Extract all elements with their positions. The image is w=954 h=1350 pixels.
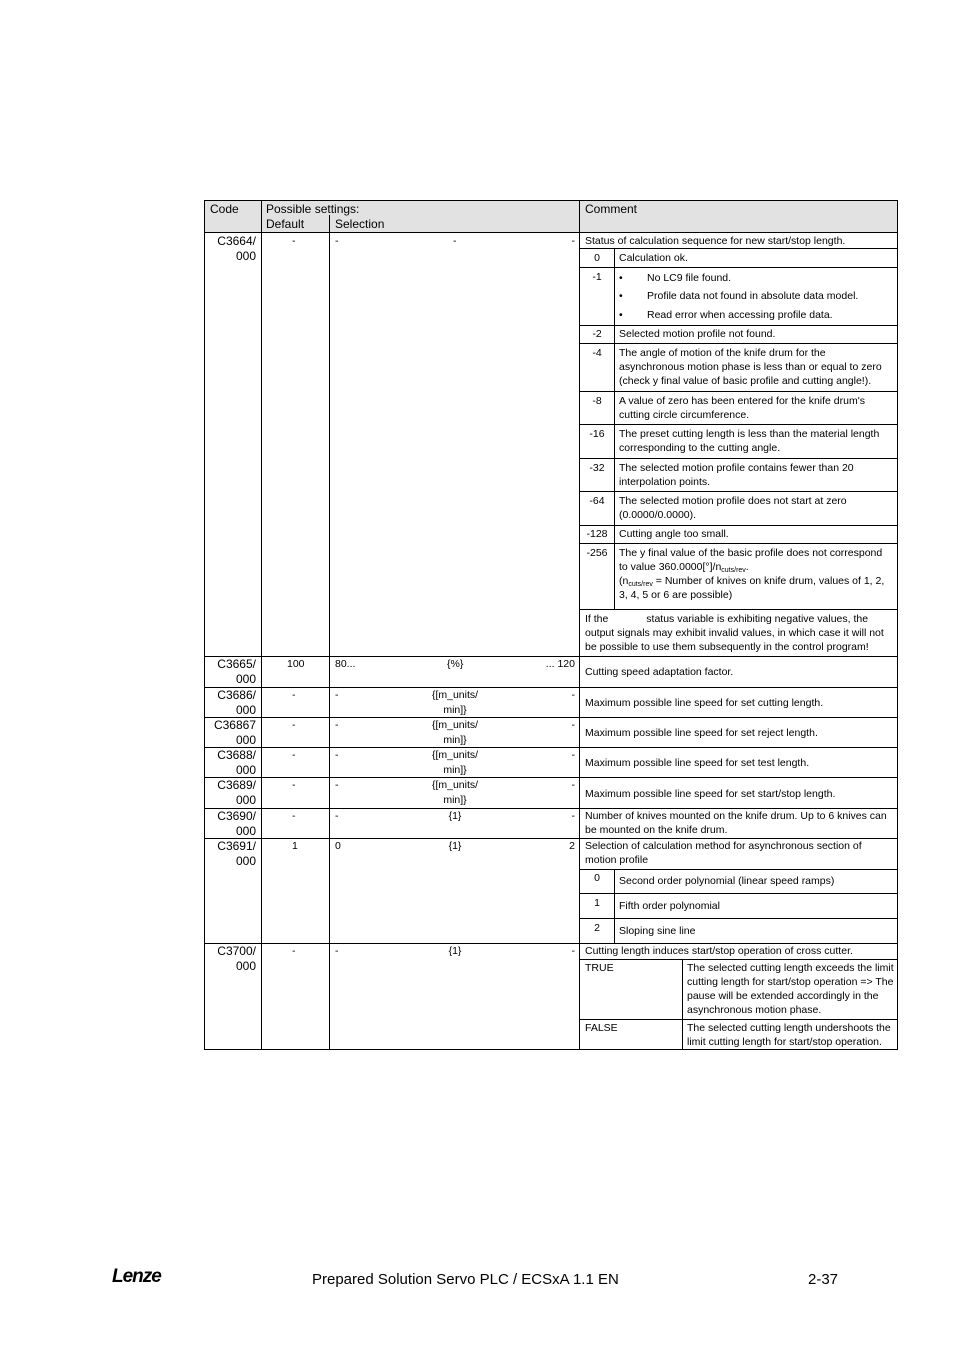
status-code-text: A value of zero has been entered for the knife drum's cutting circle circumference. xyxy=(619,395,865,421)
status-code-text: The preset cutting length is less than the material length corresponding to the cutting angle. xyxy=(619,428,880,454)
divider xyxy=(205,232,897,233)
comment-c3700: Cutting length induces start/stop operation of cross cutter. xyxy=(585,945,853,957)
divider xyxy=(579,525,897,526)
divider xyxy=(579,491,897,492)
divider xyxy=(579,543,897,544)
comment-c3664: Status of calculation sequence for new start/stop length. xyxy=(585,235,846,247)
code-c3688-sub: 000 xyxy=(235,763,256,777)
sel-unit-c3690: {1} xyxy=(448,810,462,822)
default-c3687: - xyxy=(292,719,296,731)
sel-min-c3665: 80... xyxy=(335,658,356,670)
bool-value-true: TRUE xyxy=(585,962,614,974)
default-c3686: - xyxy=(292,689,296,701)
method-text: Sloping sine line xyxy=(619,925,696,937)
list-item: • No LC9 file found. xyxy=(619,272,732,284)
sel-max-c3688: - xyxy=(571,749,575,761)
sel-min-c3686: - xyxy=(335,689,339,701)
divider xyxy=(579,391,897,392)
status-code-text: Calculation ok. xyxy=(619,252,688,264)
sel-unit-c3688-2: min]} xyxy=(443,764,467,776)
divider xyxy=(614,869,615,943)
method-value: 1 xyxy=(594,897,600,909)
divider xyxy=(579,609,897,610)
code-c3700-sub: 000 xyxy=(235,959,256,973)
sel-min-c3700: - xyxy=(335,945,339,957)
lenze-logo: Lenze xyxy=(112,1266,161,1287)
code-c3664: C3664/ xyxy=(217,234,256,248)
sel-max-c3700: - xyxy=(571,945,575,957)
method-value: 0 xyxy=(594,872,600,884)
sel-min-c3664: - xyxy=(335,235,339,247)
bool-text-false: The selected cutting length undershoots the limit cutting length for start/stop operation. xyxy=(687,1022,891,1048)
divider xyxy=(579,343,897,344)
sel-unit-c3700: {1} xyxy=(448,945,462,957)
status-code-text: Selected motion profile not found. xyxy=(619,328,776,340)
code-c3665-sub: 000 xyxy=(235,672,256,686)
comment-c3689: Maximum possible line speed for set start/stop length. xyxy=(585,788,836,800)
default-c3688: - xyxy=(292,749,296,761)
code-c3691: C3691/ xyxy=(217,839,256,853)
sel-max-c3664: - xyxy=(571,235,575,247)
comment-c3665: Cutting speed adaptation factor. xyxy=(585,666,734,678)
code-c3690-sub: 000 xyxy=(235,824,256,838)
divider xyxy=(579,248,897,249)
divider xyxy=(579,458,897,459)
sel-max-c3687: - xyxy=(571,719,575,731)
sel-min-c3689: - xyxy=(335,779,339,791)
sel-min-c3687: - xyxy=(335,719,339,731)
warning-note: If the status variable is exhibiting negative values, the output signals may exhibit invalid values, in which case it will not be possible to use them subsequently in the control program! xyxy=(585,613,887,653)
status-code-value: -1 xyxy=(592,271,602,283)
status-code-value: -2 xyxy=(592,328,602,340)
sel-max-c3665: ... 120 xyxy=(545,658,575,670)
code-c3665: C3665/ xyxy=(217,657,256,671)
header-default: Default xyxy=(266,217,305,231)
sel-max-c3690: - xyxy=(571,810,575,822)
sel-max-c3691: 2 xyxy=(569,840,575,852)
method-text: Second order polynomial (linear speed ramps) xyxy=(619,875,835,887)
code-c3686-sub: 000 xyxy=(235,703,256,717)
header-selection: Selection xyxy=(335,217,385,231)
sel-max-c3686: - xyxy=(571,689,575,701)
code-c3664-sub: 000 xyxy=(235,249,256,263)
parameter-table xyxy=(204,200,898,1050)
status-code-text: Cutting angle too small. xyxy=(619,528,729,540)
code-c3689-sub: 000 xyxy=(235,793,256,807)
bool-value-false: FALSE xyxy=(585,1022,618,1034)
header-comment: Comment xyxy=(585,202,638,216)
default-c3690: - xyxy=(292,810,296,822)
divider xyxy=(329,215,330,1049)
divider xyxy=(614,248,615,609)
comment-c3687: Maximum possible line speed for set reject length. xyxy=(585,727,818,739)
sel-unit-c3687: {[m_units/ xyxy=(431,719,479,731)
divider xyxy=(579,1019,897,1020)
code-c3691-sub: 000 xyxy=(235,854,256,868)
sel-max-c3689: - xyxy=(571,779,575,791)
status-code-text: The y final value of the basic profile does not correspond to value $360.0000[^\circ]/n_{cuts/rev}$. ($n_{cuts/rev}$ = Number of knives on knife drum, values of 1, 2, 3, 4, 5 or 6 are possible) xyxy=(619,547,885,601)
divider xyxy=(579,893,897,894)
sel-unit-c3687-2: min]} xyxy=(443,734,467,746)
divider xyxy=(579,267,897,268)
status-code-value: -256 xyxy=(586,547,608,559)
sel-unit-c3691: {1} xyxy=(448,840,462,852)
status-code-value: -8 xyxy=(592,395,602,407)
code-c3686: C3686/ xyxy=(217,688,256,702)
comment-c3690: Number of knives mounted on the knife drum. Up to 6 knives can be mounted on the knife drum. xyxy=(585,810,887,836)
divider xyxy=(579,424,897,425)
divider xyxy=(579,869,897,870)
status-code-text: The selected motion profile does not start at zero (0.0000/0.0000). xyxy=(619,495,847,521)
method-text: Fifth order polynomial xyxy=(619,900,720,912)
code-c3690: C3690/ xyxy=(217,809,256,823)
list-item: • Read error when accessing profile data. xyxy=(619,309,833,321)
header-code: Code xyxy=(210,202,239,216)
status-code-value: 0 xyxy=(594,252,600,264)
divider xyxy=(261,201,262,1049)
code-c3687: C36867 xyxy=(213,718,256,732)
divider xyxy=(579,325,897,326)
footer-title: Prepared Solution Servo PLC / ECSxA 1.1 EN xyxy=(312,1271,619,1288)
sel-unit-c3688: {[m_units/ xyxy=(431,749,479,761)
header-possible-settings: Possible settings: xyxy=(266,202,360,216)
comment-c3691: Selection of calculation method for asynchronous section of motion profile xyxy=(585,840,862,866)
code-c3688: C3688/ xyxy=(217,748,256,762)
sel-min-c3688: - xyxy=(335,749,339,761)
status-code-value: -32 xyxy=(589,462,605,474)
method-value: 2 xyxy=(594,922,600,934)
divider xyxy=(579,959,897,960)
divider xyxy=(579,918,897,919)
divider xyxy=(682,959,683,1049)
status-code-text: The angle of motion of the knife drum for the asynchronous motion phase is less than or equal to zero (check y final value of basic profile and cutting angle!). xyxy=(619,347,882,387)
code-c3700: C3700/ xyxy=(217,944,256,958)
page-number: 2-37 xyxy=(808,1271,839,1288)
sel-min-c3691: 0 xyxy=(335,840,341,852)
sel-unit-c3686: {[m_units/ xyxy=(431,689,479,701)
comment-c3686: Maximum possible line speed for set cutting length. xyxy=(585,697,824,709)
sel-min-c3690: - xyxy=(335,810,339,822)
status-code-text: The selected motion profile contains fewer than 20 interpolation points. xyxy=(619,462,854,488)
default-c3689: - xyxy=(292,779,296,791)
status-code-value: -16 xyxy=(589,428,605,440)
status-code-value: -64 xyxy=(589,495,605,507)
code-c3689: C3689/ xyxy=(217,778,256,792)
default-c3700: - xyxy=(292,945,296,957)
default-c3664: - xyxy=(292,235,296,247)
default-c3691: 1 xyxy=(292,840,298,852)
list-item: • Profile data not found in absolute data model. xyxy=(619,290,859,302)
bool-text-true: The selected cutting length exceeds the limit cutting length for start/stop operation => The pause will be extended accordingly in the asynchronous motion phase. xyxy=(687,962,894,1016)
sel-unit-c3689-2: min]} xyxy=(443,794,467,806)
status-code-value: -128 xyxy=(586,528,608,540)
sel-unit-c3686-2: min]} xyxy=(443,704,467,716)
code-c3687-sub: 000 xyxy=(235,733,256,747)
sel-unit-c3689: {[m_units/ xyxy=(431,779,479,791)
sel-unit-c3665: {%} xyxy=(447,658,464,670)
comment-c3688: Maximum possible line speed for set test length. xyxy=(585,757,810,769)
status-code-value: -4 xyxy=(592,347,602,359)
default-c3665: 100 xyxy=(287,658,305,670)
sel-unit-c3664: - xyxy=(453,235,457,247)
